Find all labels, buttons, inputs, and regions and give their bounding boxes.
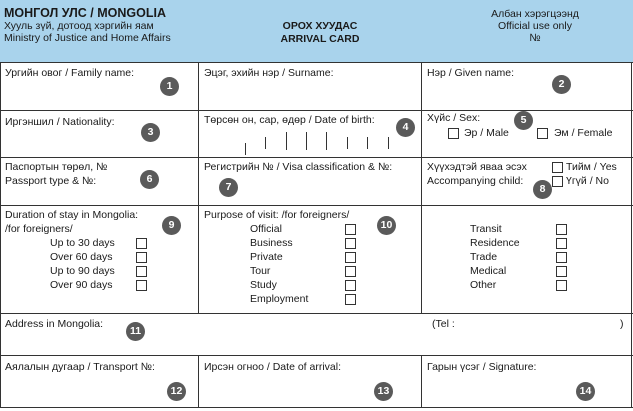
- ministry-mn: Хууль зүй, дотоод хэргийн яам: [4, 20, 154, 32]
- dob-tick: [367, 137, 368, 149]
- card-title: [220, 20, 420, 46]
- sex-female-label: Эм / Female: [554, 127, 613, 139]
- sex-female-checkbox[interactable]: [537, 128, 548, 139]
- card-title-en: ARRIVAL CARD: [280, 33, 360, 45]
- duration-checkbox[interactable]: [136, 252, 147, 263]
- given-name-label: Нэр / Given name:: [427, 67, 515, 79]
- purpose-checkbox[interactable]: [556, 224, 567, 235]
- dob-tick: [388, 137, 389, 149]
- official-use-mn: Албан хэрэгцээнд: [491, 8, 579, 20]
- accompanying-yes-checkbox[interactable]: [552, 162, 563, 173]
- sex-male-label: Эр / Male: [464, 127, 509, 139]
- grid-line: [0, 62, 1, 408]
- grid-line: [0, 407, 633, 408]
- purpose-checkbox[interactable]: [556, 238, 567, 249]
- purpose-option: Medical: [470, 265, 507, 277]
- purpose-option: Private: [250, 251, 283, 263]
- marker-4: 4: [396, 118, 415, 137]
- duration-label: Duration of stay in Mongolia:: [5, 209, 139, 221]
- marker-1: 1: [160, 77, 179, 96]
- grid-line: [0, 62, 633, 63]
- passport-label-en: Passport type & №:: [5, 175, 97, 187]
- purpose-option: Study: [250, 279, 277, 291]
- accompanying-yes-label: Тийм / Yes: [566, 161, 617, 173]
- grid-line: [198, 62, 199, 313]
- grid-line: [0, 355, 633, 356]
- marker-6: 6: [140, 170, 159, 189]
- card-header: [0, 0, 633, 62]
- grid-line: [421, 355, 422, 407]
- purpose-checkbox[interactable]: [345, 252, 356, 263]
- official-use-en: Official use only: [498, 20, 572, 32]
- purpose-checkbox[interactable]: [556, 252, 567, 263]
- purpose-checkbox[interactable]: [345, 238, 356, 249]
- dob-tick: [347, 137, 348, 149]
- country-title: МОНГОЛ УЛС / MONGOLIA: [4, 6, 166, 20]
- purpose-checkbox[interactable]: [345, 294, 356, 305]
- dob-tick: [306, 132, 307, 150]
- purpose-option: Trade: [470, 251, 498, 263]
- grid-line: [631, 62, 632, 408]
- sex-label: Хүйс / Sex:: [427, 112, 481, 124]
- dob-tick: [326, 132, 327, 150]
- marker-12: 12: [167, 382, 186, 401]
- duration-checkbox[interactable]: [136, 238, 147, 249]
- visa-label: Регистрийн № / Visa classification & №:: [204, 161, 393, 173]
- purpose-option: Residence: [470, 237, 520, 249]
- accompanying-no-label: Үгүй / No: [566, 175, 609, 187]
- grid-line: [421, 62, 422, 313]
- marker-2: 2: [552, 75, 571, 94]
- purpose-label: Purpose of visit: /for foreigners/: [204, 209, 350, 221]
- date-of-arrival-label: Ирсэн огноо / Date of arrival:: [204, 361, 342, 373]
- purpose-checkbox[interactable]: [345, 224, 356, 235]
- address-label: Address in Mongolia:: [5, 318, 104, 330]
- passport-label-mn: Паспортын төрөл, №: [5, 161, 108, 173]
- marker-10: 10: [377, 216, 396, 235]
- marker-3: 3: [141, 123, 160, 142]
- grid-line: [0, 205, 633, 206]
- purpose-option: Other: [470, 279, 497, 291]
- transport-label: Аялалын дугаар / Transport №:: [5, 361, 155, 373]
- marker-14: 14: [576, 382, 595, 401]
- surname-label: Эцэг, эхийн нэр / Surname:: [204, 67, 334, 79]
- sex-male-checkbox[interactable]: [448, 128, 459, 139]
- purpose-option: Employment: [250, 293, 309, 305]
- tel-label: (Tel :: [432, 318, 455, 330]
- nationality-label: Иргэншил / Nationality:: [5, 116, 115, 128]
- ministry-en: Ministry of Justice and Home Affairs: [4, 32, 171, 44]
- dob-tick: [286, 132, 287, 150]
- grid-line: [0, 157, 633, 158]
- accompanying-label-en: Accompanying child:: [427, 175, 524, 187]
- marker-5: 5: [514, 111, 533, 130]
- duration-option: Up to 90 days: [50, 265, 115, 277]
- official-use-block: [440, 8, 630, 44]
- marker-8: 8: [533, 180, 552, 199]
- grid-line: [0, 313, 633, 314]
- purpose-checkbox[interactable]: [556, 266, 567, 277]
- accompanying-label-mn: Хүүхэдтэй яваа эсэх: [427, 161, 527, 173]
- purpose-option: Transit: [470, 223, 502, 235]
- grid-line: [0, 110, 633, 111]
- tel-close: ): [620, 318, 624, 330]
- duration-option: Up to 30 days: [50, 237, 115, 249]
- issuer-block: [4, 6, 171, 44]
- duration-checkbox[interactable]: [136, 280, 147, 291]
- marker-13: 13: [374, 382, 393, 401]
- marker-11: 11: [126, 322, 145, 341]
- card-title-mn: ОРОХ ХУУДАС: [282, 20, 358, 32]
- purpose-checkbox[interactable]: [345, 280, 356, 291]
- duration-option: Over 60 days: [50, 251, 113, 263]
- duration-sublabel: /for foreigners/: [5, 223, 73, 235]
- purpose-checkbox[interactable]: [556, 280, 567, 291]
- marker-9: 9: [162, 216, 181, 235]
- family-name-label: Ургийн овог / Family name:: [5, 67, 135, 79]
- duration-checkbox[interactable]: [136, 266, 147, 277]
- signature-label: Гарын үсэг / Signature:: [427, 361, 537, 373]
- official-use-number: №: [529, 32, 541, 44]
- date-of-birth-label: Төрсөн он, сар, өдөр / Date of birth:: [204, 114, 375, 126]
- purpose-checkbox[interactable]: [345, 266, 356, 277]
- purpose-option: Official: [250, 223, 282, 235]
- purpose-option: Business: [250, 237, 293, 249]
- accompanying-no-checkbox[interactable]: [552, 176, 563, 187]
- purpose-option: Tour: [250, 265, 271, 277]
- marker-7: 7: [219, 178, 238, 197]
- duration-option: Over 90 days: [50, 279, 113, 291]
- grid-line: [198, 355, 199, 407]
- dob-tick: [245, 143, 246, 155]
- dob-tick: [265, 137, 266, 149]
